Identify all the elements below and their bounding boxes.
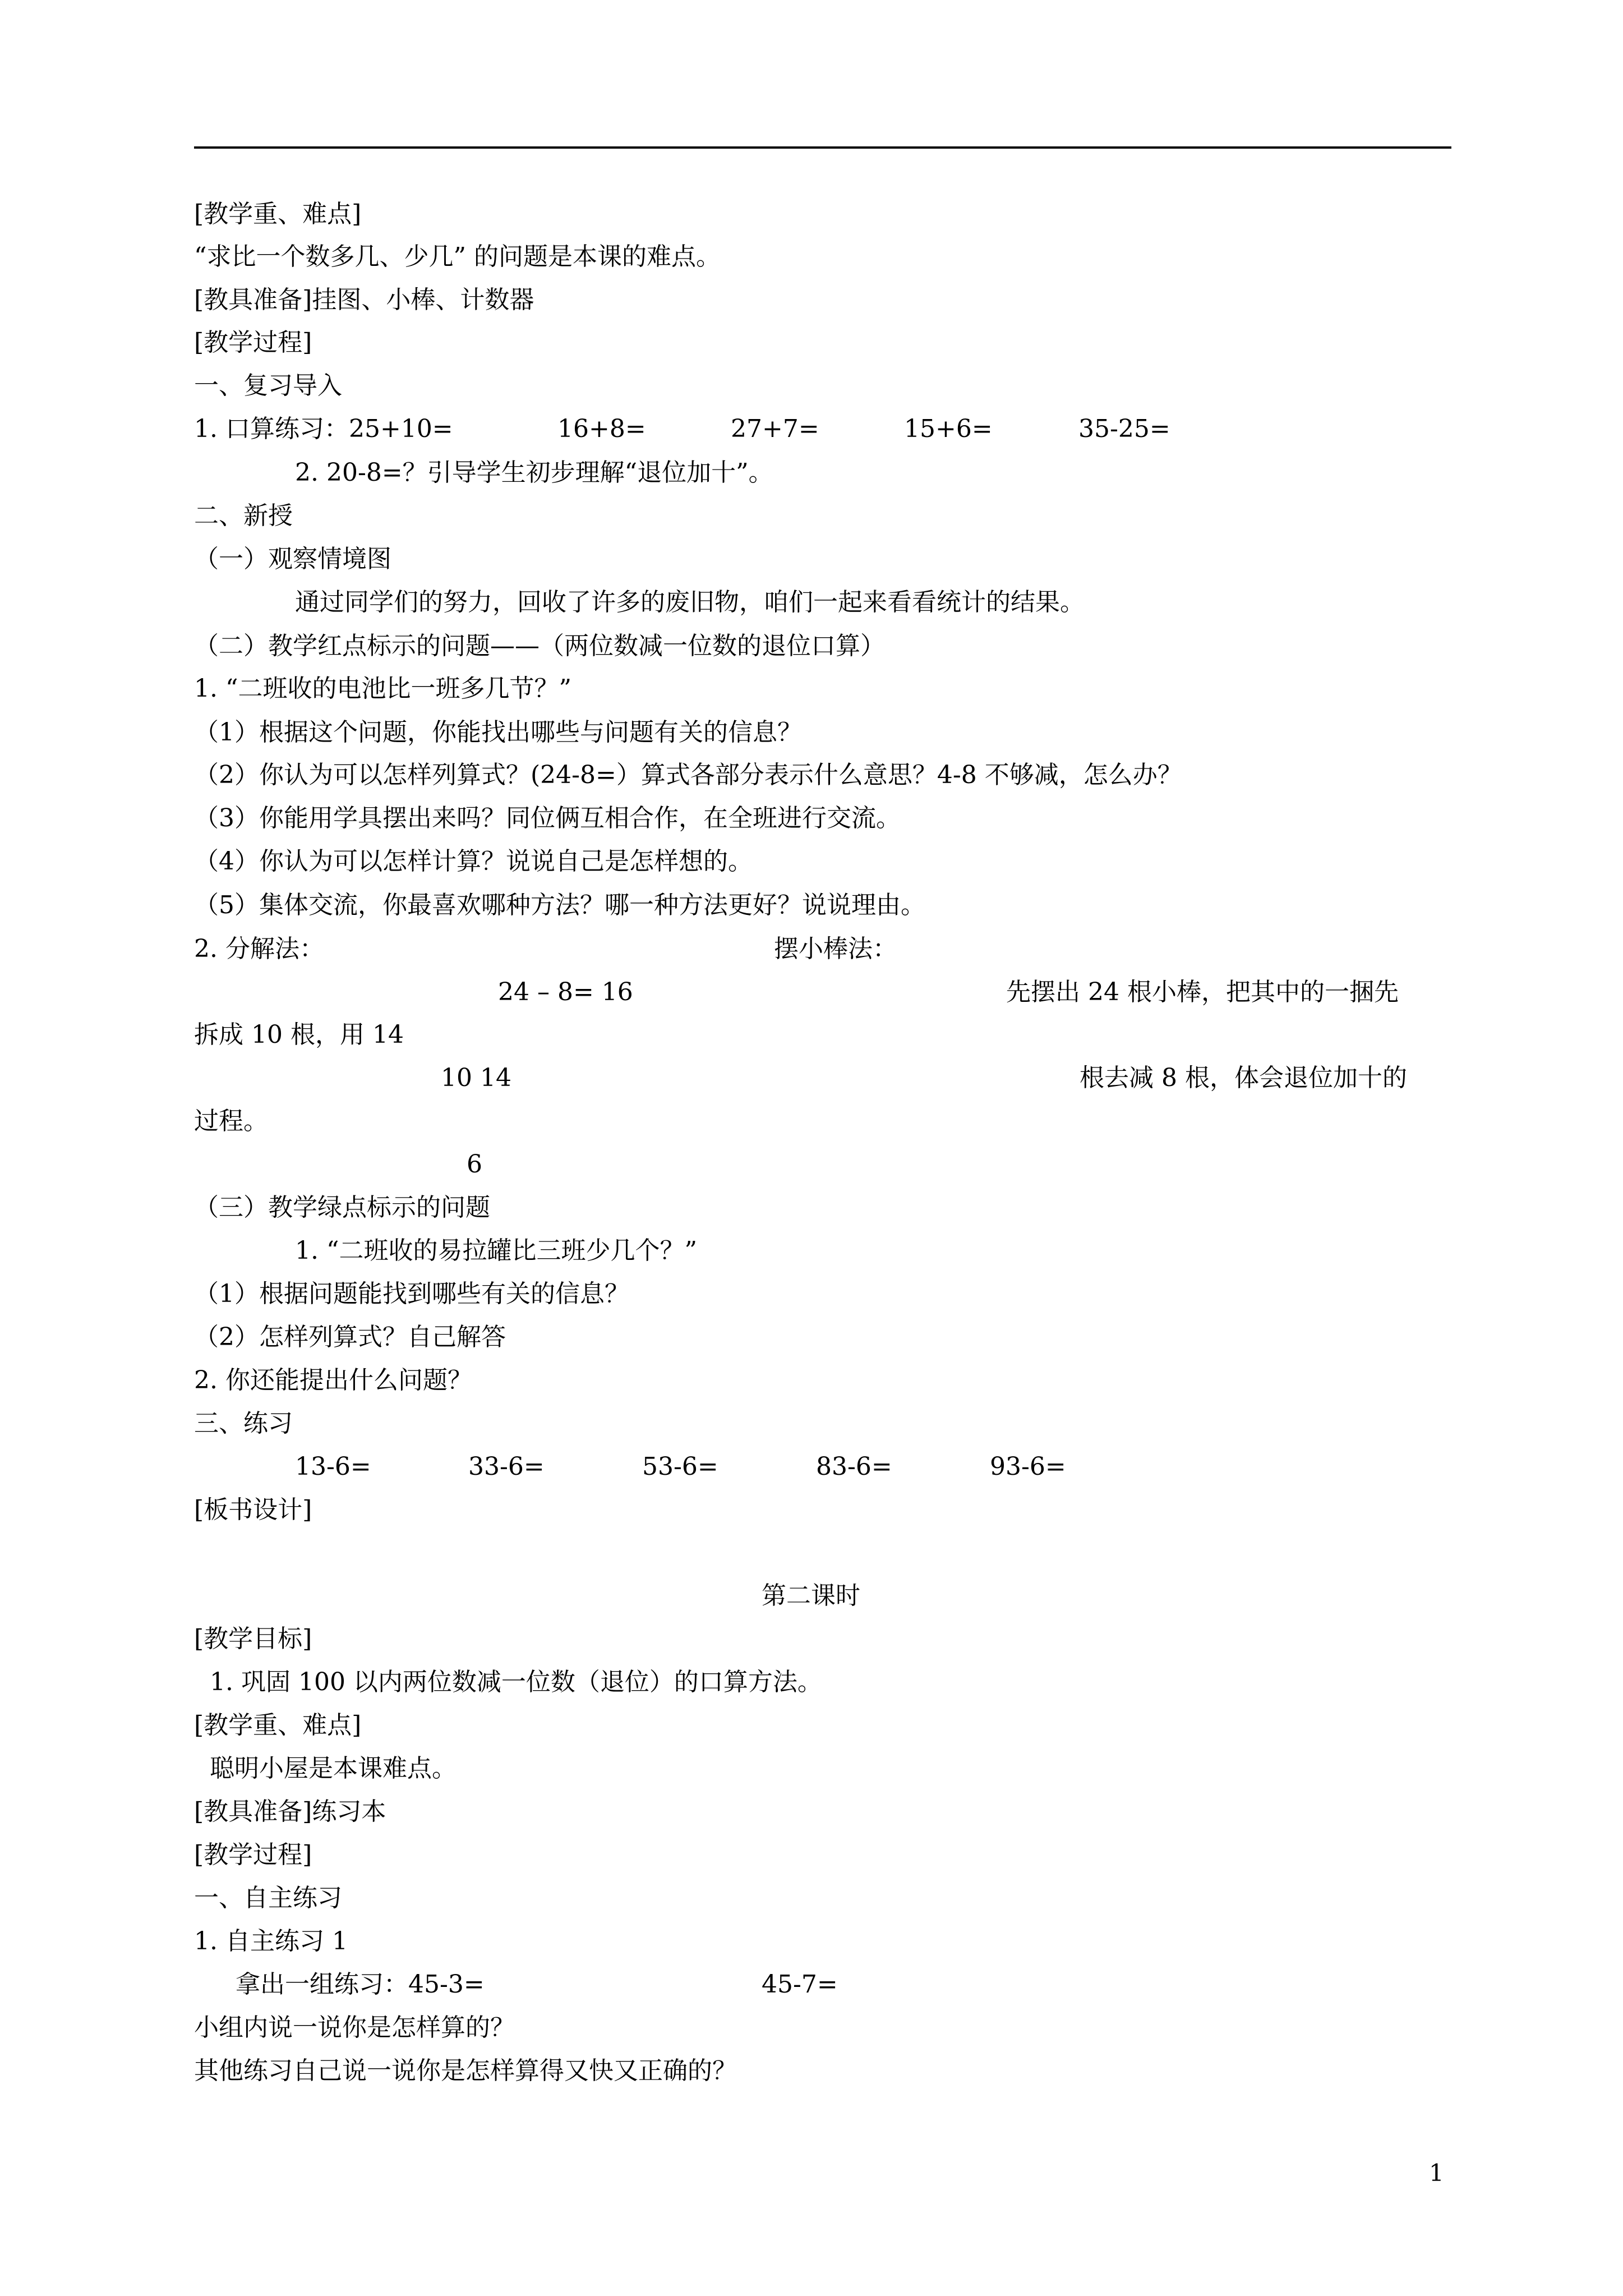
decompose-equation: 24 – 8= 16 bbox=[498, 978, 633, 1006]
subsection-observe: （一）观察情境图 bbox=[194, 545, 391, 573]
exercise-group-2: 45-7= bbox=[762, 1970, 838, 1999]
heading-materials-2: [教具准备]练习本 bbox=[194, 1797, 386, 1826]
heading-objectives: [教学目标] bbox=[194, 1625, 312, 1653]
heading-board: [板书设计] bbox=[194, 1496, 312, 1524]
step-2: （2）你认为可以怎样列算式？(24-8=）算式各部分表示什么意思？4-8 不够减，怎么办？ bbox=[194, 761, 1182, 789]
section-self-practice: 一、自主练习 bbox=[194, 1884, 342, 1912]
text-difficulty: “求比一个数多几、少几” 的问题是本课的难点。 bbox=[194, 242, 721, 271]
heading-process-2: [教学过程] bbox=[194, 1841, 312, 1869]
practice-3: 53-6= bbox=[642, 1452, 718, 1481]
section-practice: 三、练习 bbox=[194, 1409, 293, 1438]
text-guide: 2. 20-8=？引导学生初步理解“退位加十”。 bbox=[295, 458, 773, 487]
other-exercises: 其他练习自己说一说你是怎样算得又快又正确的？ bbox=[194, 2056, 737, 2085]
lesson-title: 第二课时 bbox=[762, 1581, 860, 1610]
page-number: 1 bbox=[1429, 2159, 1444, 2187]
exercise-group-1: 拿出一组练习：45-3= bbox=[236, 1970, 485, 1999]
practice-2: 33-6= bbox=[468, 1452, 545, 1481]
practice-5: 93-6= bbox=[990, 1452, 1066, 1481]
step-1: （1）根据这个问题，你能找出哪些与问题有关的信息？ bbox=[194, 718, 802, 747]
text-observe: 通过同学们的努力，回收了许多的废旧物，咱们一起来看看统计的结果。 bbox=[295, 588, 1085, 616]
subsection-green-point: （三）教学绿点标示的问题 bbox=[194, 1193, 490, 1222]
oral-exercise-4: 15+6= bbox=[904, 415, 993, 443]
sticks-text-4: 过程。 bbox=[194, 1107, 268, 1135]
green-step-1: （1）根据问题能找到哪些有关的信息？ bbox=[194, 1280, 629, 1308]
heading-key-points-2: [教学重、难点] bbox=[194, 1711, 362, 1740]
method-sticks-label: 摆小棒法： bbox=[774, 935, 897, 963]
self-practice-1: 1. 自主练习 1 bbox=[194, 1927, 348, 1955]
subsection-red-point: （二）教学红点标示的问题——（两位数减一位数的退位口算） bbox=[194, 632, 885, 660]
section-new: 二、新授 bbox=[194, 501, 293, 530]
objective-1: 1. 巩固 100 以内两位数减一位数（退位）的口算方法。 bbox=[210, 1668, 822, 1696]
question-battery: 1. “二班收的电池比一班多几节？” bbox=[194, 674, 571, 703]
sticks-text-3: 根去减 8 根，体会退位加十的 bbox=[1080, 1064, 1407, 1092]
method-decompose-label: 2. 分解法： bbox=[194, 935, 324, 963]
question-extension: 2. 你还能提出什么问题？ bbox=[194, 1366, 472, 1395]
heading-process: [教学过程] bbox=[194, 328, 312, 357]
practice-1: 13-6= bbox=[295, 1452, 371, 1481]
sticks-text-1: 先摆出 24 根小棒，把其中的一捆先 bbox=[1006, 978, 1399, 1006]
heading-materials: [教具准备]挂图、小棒、计数器 bbox=[194, 286, 534, 314]
oral-exercise-1: 1. 口算练习：25+10= bbox=[194, 415, 453, 443]
green-step-2: （2）怎样列算式？自己解答 bbox=[194, 1323, 506, 1351]
sticks-text-2: 拆成 10 根，用 14 bbox=[194, 1020, 404, 1049]
oral-exercise-5: 35-25= bbox=[1078, 415, 1170, 443]
oral-exercise-2: 16+8= bbox=[557, 415, 646, 443]
header-rule bbox=[194, 146, 1451, 149]
oral-exercise-3: 27+7= bbox=[731, 415, 819, 443]
step-3: （3）你能用学具摆出来吗？同位俩互相合作，在全班进行交流。 bbox=[194, 804, 901, 832]
step-4: （4）你认为可以怎样计算？说说自己是怎样想的。 bbox=[194, 847, 753, 876]
text-difficulty-2: 聪明小屋是本课难点。 bbox=[210, 1754, 457, 1783]
question-cans: 1. “二班收的易拉罐比三班少几个？” bbox=[295, 1236, 697, 1265]
step-5: （5）集体交流，你最喜欢哪种方法？哪一种方法更好？说说理由。 bbox=[194, 891, 925, 919]
decompose-result: 6 bbox=[467, 1150, 482, 1179]
group-discussion: 小组内说一说你是怎样算的？ bbox=[194, 2013, 515, 2042]
heading-key-points: [教学重、难点] bbox=[194, 200, 362, 228]
practice-4: 83-6= bbox=[816, 1452, 892, 1481]
decompose-split: 10 14 bbox=[441, 1064, 511, 1092]
section-review: 一、复习导入 bbox=[194, 371, 342, 400]
